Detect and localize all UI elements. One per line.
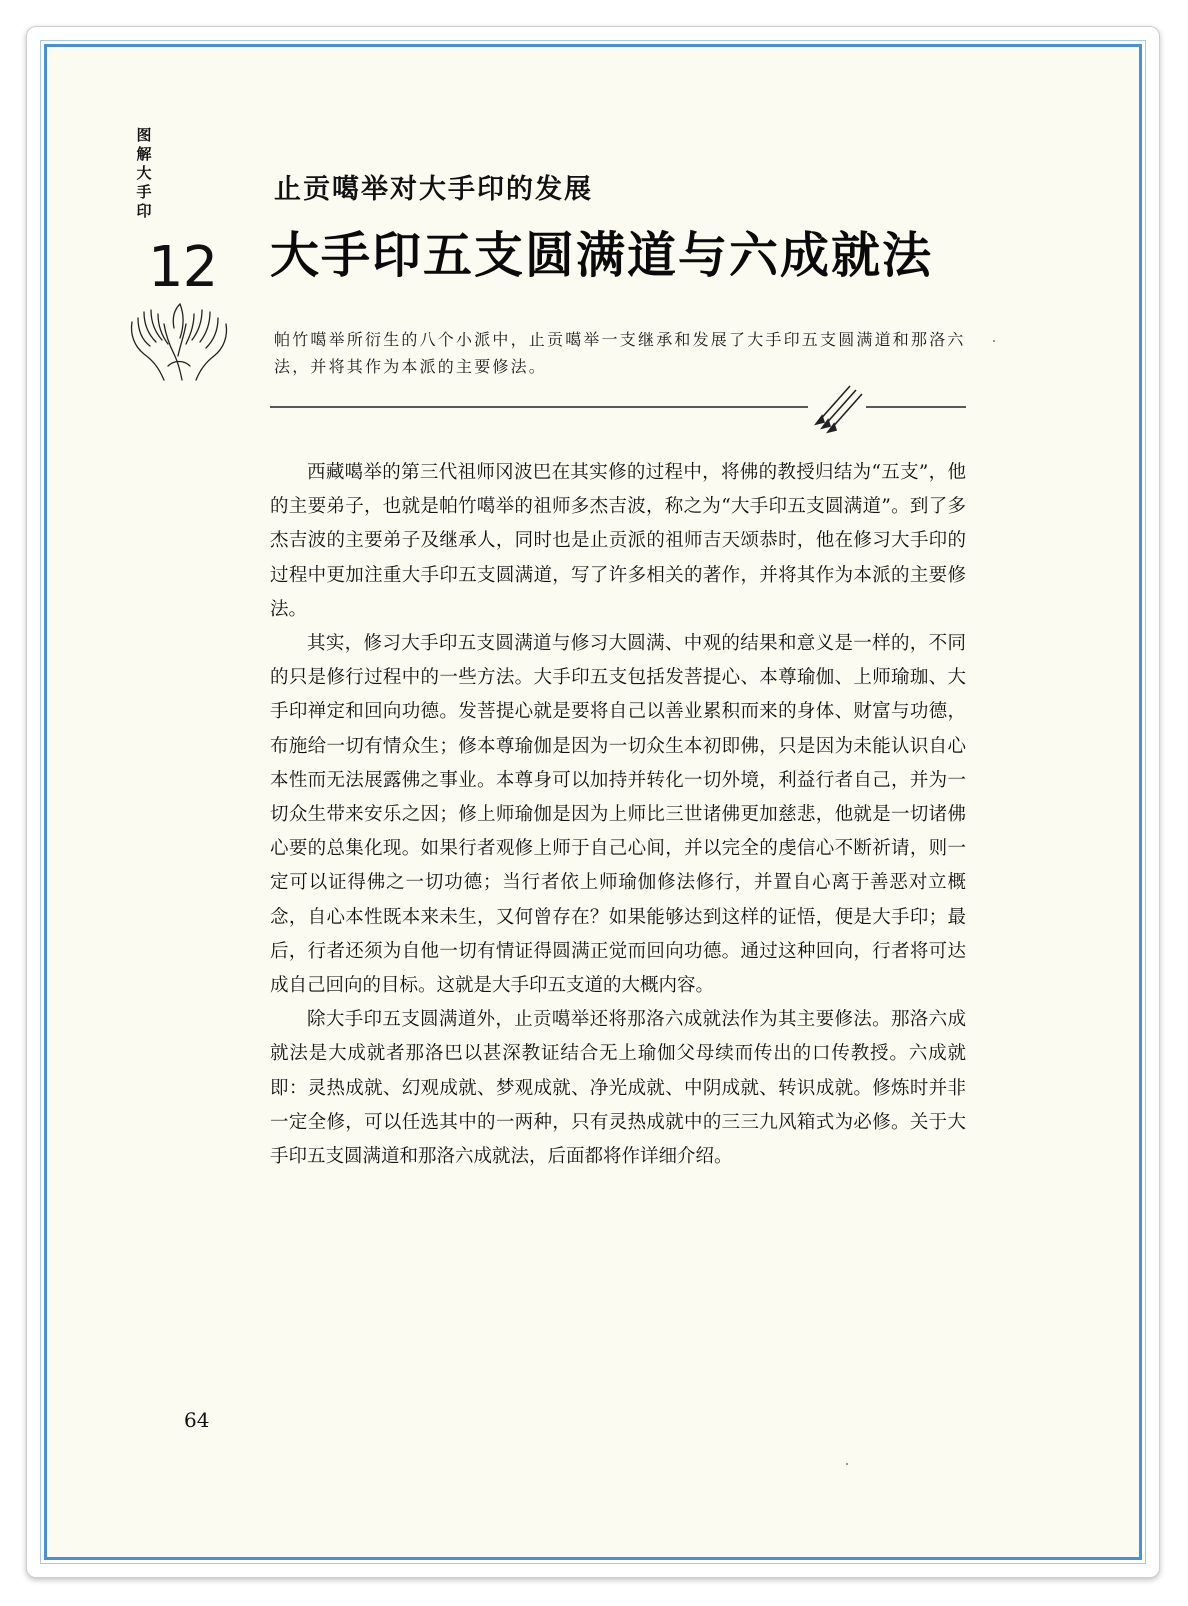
praying-hands-icon [124,294,234,384]
paragraph: 其实，修习大手印五支圆满道与修习大圆满、中观的结果和意义是一样的，不同的只是修行过程中的一些方法。大手印五支包括发菩提心、本尊瑜伽、上师瑜珈、大手印禅定和回向功德。发菩提心就是要将自己以善业累积而来的身体、财富与功德，布施给一切有情众生；修本尊瑜伽是因为一切众生本初即佛，只是因为未能认识自心本性而无法展露佛之事业。本尊身可以加持并转化一切外境，利益行者自己，并为一切众生带来安乐之因；修上师瑜伽是因为上师比三世诸佛更加慈悲，他就是一切诸佛心要的总集化现。如果行者观修上师于自己心间，并以完全的虔信心不断祈请，则一定可以证得佛之一切功德；当行者依上师瑜伽修法修行，并置自心离于善恶对立概念，自心本性既本来未生，又何曾存在？如果能够达到这样的证悟，便是大手印；最后，行者还须为自他一切有情证得圆满正觉而回向功德。通过这种回向，行者将可达成自己回向的目标。这就是大手印五支道的大概内容。 [270,633,966,997]
section-divider [270,382,966,434]
arrows-icon [816,386,862,432]
paragraph: 除大手印五支圆满道外，止贡噶举还将那洛六成就法作为其主要修法。那洛六成就法是大成就者那洛巴以甚深教证结合无上瑜伽父母续而传出的口传教授。六成就即：灵热成就、幻观成就、梦观成就、净光成就、中阴成就、转识成就。修炼时并非一定全修，可以任选其中的一两种，只有灵热成就中的三三九风箱式为必修。关于大手印五支圆满道和那洛六成就法，后面都将作详细介绍。 [270,1009,966,1168]
article-body [270,456,966,1174]
page-number: 64 [184,1408,210,1432]
series-title: 图解大手印 [136,126,152,220]
subtitle: 止贡噶举对大手印的发展 [274,174,593,205]
paragraph: 西藏噶举的第三代祖师冈波巴在其实修的过程中，将佛的教授归结为“五支”，他的主要弟子，也就是帕竹噶举的祖师多杰吉波，称之为“大手印五支圆满道”。到了多杰吉波的主要弟子及继承人，同时也是止贡派的祖师吉天颂恭时，他在修习大手印的过程中更加注重大手印五支圆满道，写了许多相关的著作，并将其作为本派的主要修法。 [270,462,966,620]
page-title: 大手印五支圆满道与六成就法 [270,227,934,284]
print-speck [846,1463,848,1465]
intro-summary: 帕竹噶举所衍生的八个小派中，止贡噶举一支继承和发展了大手印五支圆满道和那洛六法，并将其作为本派的主要修法。 [274,330,966,376]
print-speck [993,340,995,342]
chapter-number: 12 [148,235,218,300]
